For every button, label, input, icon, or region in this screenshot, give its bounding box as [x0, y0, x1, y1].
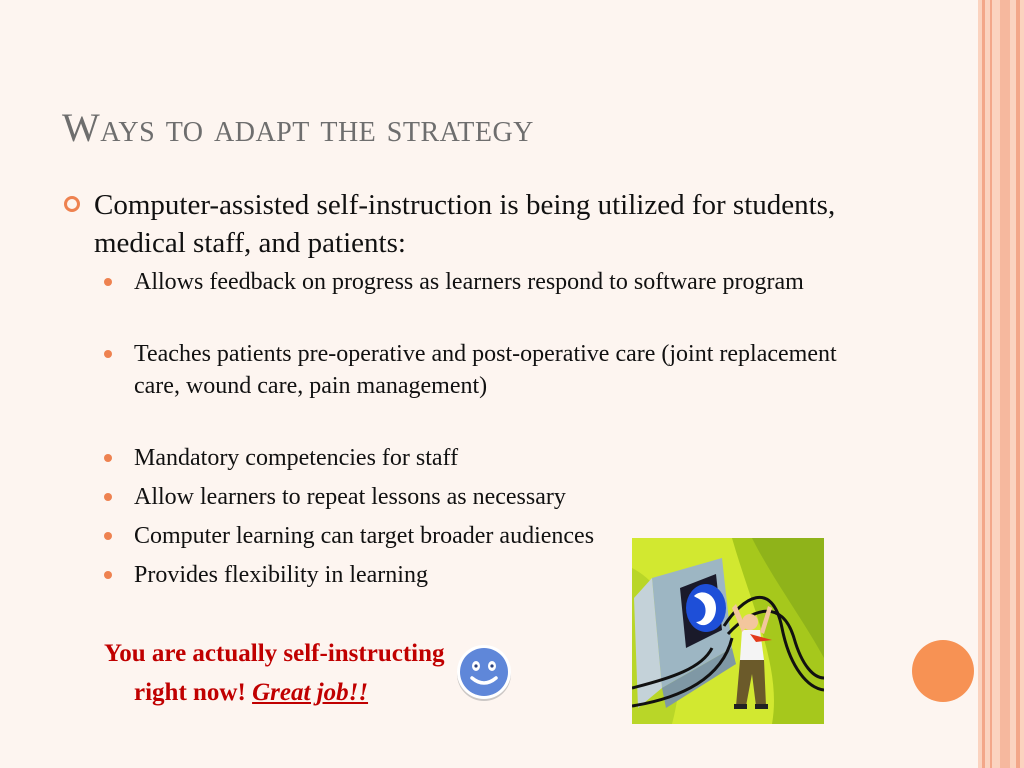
ring-bullet-icon: [64, 196, 80, 212]
callout-emphasis: Great job!!: [252, 679, 369, 706]
sub-bullet-text: Teaches patients pre-operative and post-operative care (joint replacement care, wound care, pain management): [134, 341, 837, 399]
callout-line-2: [134, 679, 368, 707]
right-stripe-2: [990, 0, 992, 768]
sub-bullet-text: Allow learners to repeat lessons as necessary: [134, 484, 566, 510]
dot-bullet-icon: [104, 571, 112, 579]
smiley-face-icon: [453, 641, 515, 703]
callout-line-2-prefix: right now!: [134, 679, 253, 706]
dot-bullet-icon: [104, 278, 112, 286]
callout-line-1: You are actually self-instructing: [104, 640, 445, 667]
sub-bullet-text: Allows feedback on progress as learners respond to software program: [134, 269, 804, 295]
right-stripe-4: [1016, 0, 1020, 768]
slide-title: Ways to adapt the strategy: [62, 105, 534, 150]
dot-bullet-icon: [104, 454, 112, 462]
sub-bullet-text: Computer learning can target broader audiences: [134, 523, 595, 549]
right-stripe-1: [982, 0, 985, 768]
sub-bullet-text: Mandatory competencies for staff: [134, 445, 459, 471]
person-pulling-computer-cables-illustration: [632, 538, 824, 724]
dot-bullet-icon: [104, 493, 112, 501]
sub-bullet-text: Provides flexibility in learning: [134, 562, 428, 588]
orange-circle-decoration: [912, 640, 974, 702]
main-bullet-text: Computer-assisted self-instruction is being utilized for students, medical staff, and patients:: [94, 189, 836, 259]
dot-bullet-icon: [104, 350, 112, 358]
right-stripe-3: [1000, 0, 1010, 768]
dot-bullet-icon: [104, 532, 112, 540]
